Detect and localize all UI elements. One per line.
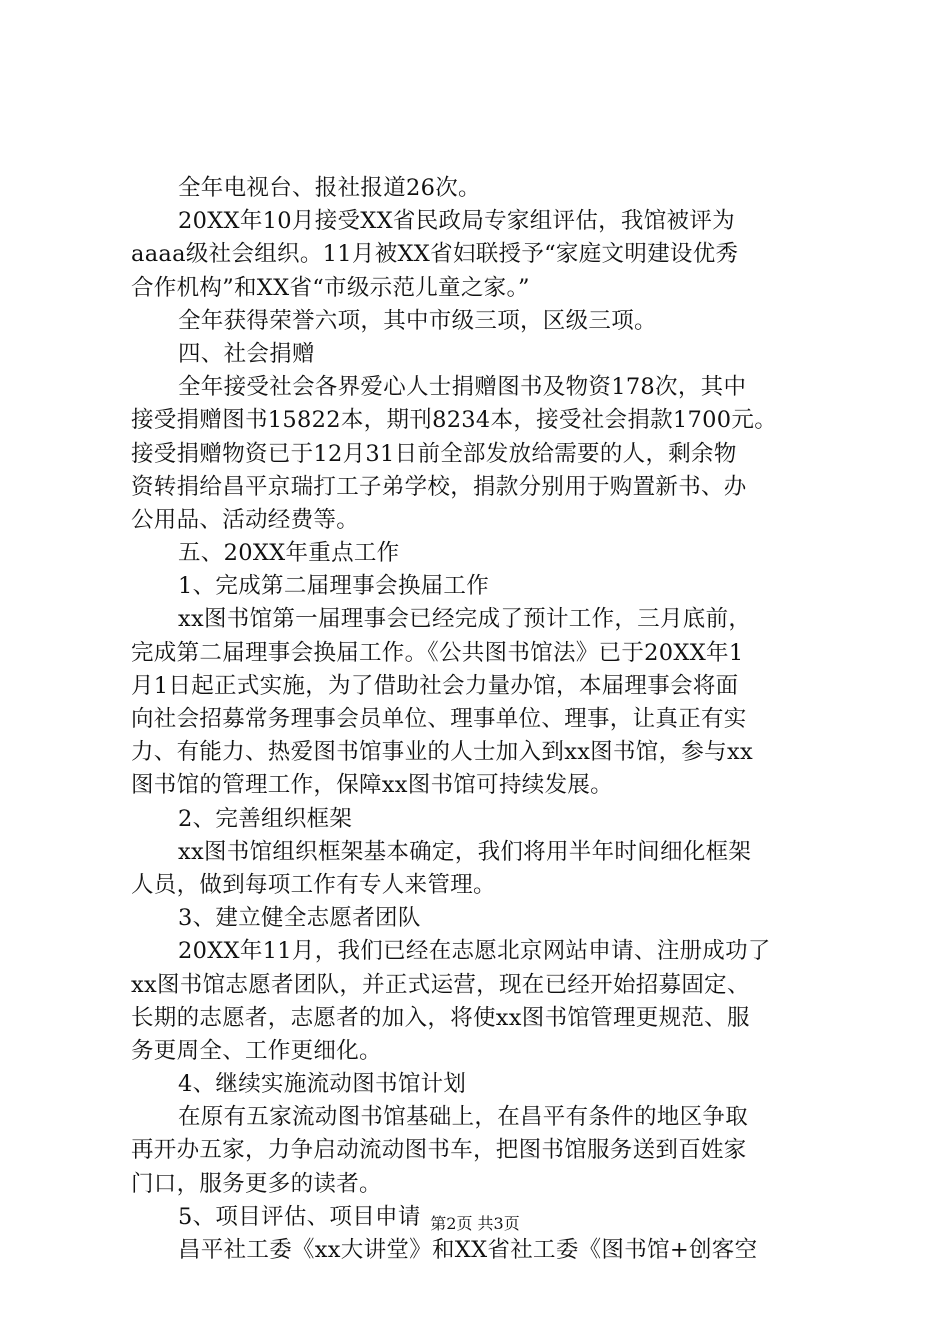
paragraph-line: 再开办五家，力争启动流动图书车，把图书馆服务送到百姓家 (131, 1137, 747, 1164)
paragraph-line: xx图书馆志愿者团队，并正式运营，现在已经开始招募固定、 (131, 971, 750, 998)
section-heading: 五、20XX年重点工作 (178, 540, 400, 567)
paragraph-line: 接受捐赠图书15822本，期刊8234本，接受社会捐款1700元。 (131, 407, 777, 434)
document-body (131, 172, 831, 1267)
paragraph-line: xx图书馆组织框架基本确定，我们将用半年时间细化框架 (178, 838, 752, 865)
paragraph-line: 力、有能力、热爱图书馆事业的人士加入到xx图书馆，参与xx (131, 739, 753, 766)
paragraph-line: 20XX年11月，我们已经在志愿北京网站申请、注册成功了 (178, 938, 771, 965)
paragraph-line: 合作机构”和XX省“市级示范儿童之家。” (131, 274, 530, 301)
page-number-footer: 第2页 共3页 (430, 1214, 520, 1233)
paragraph-line: 完成第二届理事会换届工作。《公共图书馆法》已于20XX年1 (131, 639, 744, 666)
paragraph-line: 务更周全、工作更细化。 (131, 1037, 382, 1064)
paragraph-line: 月1日起正式实施，为了借助社会力量办馆，本届理事会将面 (131, 672, 739, 699)
subsection-heading: 5、项目评估、项目申请 (178, 1203, 421, 1230)
section-heading: 四、社会捐赠 (178, 340, 315, 367)
subsection-heading: 3、建立健全志愿者团队 (178, 905, 421, 932)
paragraph-line: 门口，服务更多的读者。 (131, 1170, 382, 1197)
paragraph-line: xx图书馆第一届理事会已经完成了预计工作，三月底前， (178, 606, 752, 633)
subsection-heading: 4、继续实施流动图书馆计划 (178, 1071, 467, 1098)
paragraph-line: 图书馆的管理工作，保障xx图书馆可持续发展。 (131, 772, 613, 799)
paragraph-line: 人员，做到每项工作有专人来管理。 (131, 871, 496, 898)
paragraph-line: 公用品、活动经费等。 (131, 506, 360, 533)
subsection-heading: 1、完成第二届理事会换届工作 (178, 573, 490, 600)
paragraph-line: 接受捐赠物资已于12月31日前全部发放给需要的人，剩余物 (131, 440, 737, 467)
paragraph-line: aaaa级社会组织。11月被XX省妇联授予“家庭文明建设优秀 (131, 241, 739, 268)
paragraph-line: 在原有五家流动图书馆基础上，在昌平有条件的地区争取 (178, 1104, 749, 1131)
paragraph-line: 全年获得荣誉六项，其中市级三项，区级三项。 (178, 307, 657, 334)
paragraph-line: 20XX年10月接受XX省民政局专家组评估，我馆被评为 (178, 208, 735, 235)
paragraph-line: 昌平社工委《xx大讲堂》和XX省社工委《图书馆+创客空 (178, 1237, 758, 1263)
subsection-heading: 2、完善组织框架 (178, 805, 353, 832)
paragraph-line: 全年电视台、报社报道26次。 (178, 175, 481, 201)
paragraph-line: 资转捐给昌平京瑞打工子弟学校，捐款分别用于购置新书、办 (131, 473, 747, 500)
paragraph-line: 长期的志愿者，志愿者的加入，将使xx图书馆管理更规范、服 (131, 1004, 750, 1031)
paragraph-line: 全年接受社会各界爱心人士捐赠图书及物资178次，其中 (178, 374, 747, 401)
paragraph-line: 向社会招募常务理事会员单位、理事单位、理事，让真正有实 (131, 706, 747, 732)
